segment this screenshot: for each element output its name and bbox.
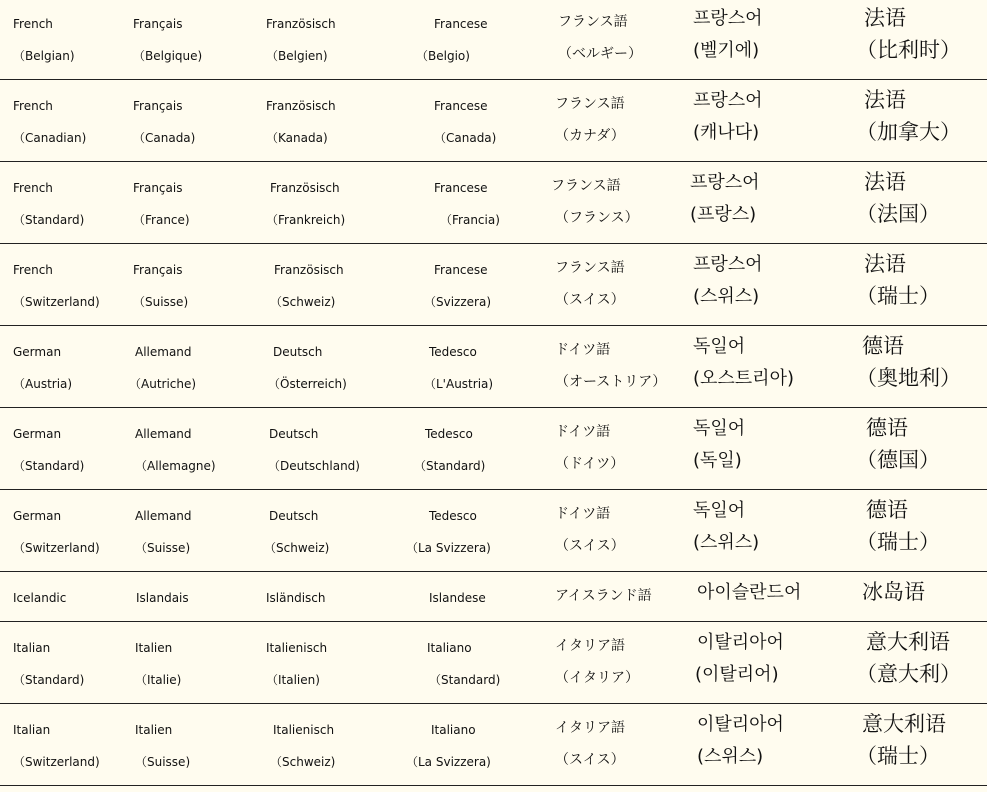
table-row [0, 162, 987, 244]
chinese-name: 德语 [866, 498, 908, 522]
japanese-variant: （スイス） [555, 292, 625, 308]
korean-variant: (오스트리아) [693, 368, 794, 389]
chinese-variant: （瑞士） [856, 530, 940, 554]
italian-name: Francese [434, 99, 488, 113]
japanese-name: フランス語 [551, 178, 621, 194]
italian-variant: （Svizzera) [424, 295, 492, 309]
french-variant: （Italie) [135, 673, 182, 687]
chinese-variant: （瑞士） [856, 744, 940, 768]
japanese-variant: （カナダ） [555, 128, 625, 144]
italian-name: Francese [434, 17, 488, 31]
english-name: German [13, 509, 62, 523]
italian-variant: （L'Austria) [424, 377, 494, 391]
chinese-name: 意大利语 [862, 712, 946, 736]
japanese-variant: （オーストリア） [555, 374, 667, 390]
korean-name: 프랑스어 [693, 90, 763, 111]
german-variant: （Schweiz) [264, 541, 330, 555]
german-name: Französisch [274, 263, 344, 277]
english-variant: （Standard) [13, 213, 85, 227]
italian-name: Francese [434, 263, 488, 277]
italian-name: Islandese [429, 591, 486, 605]
table-row [0, 80, 987, 162]
italian-name: Tedesco [429, 345, 477, 359]
german-name: Italienisch [266, 641, 328, 655]
table-row [0, 326, 987, 408]
italian-variant: （Standard) [414, 459, 486, 473]
japanese-name: フランス語 [558, 14, 628, 30]
chinese-variant: （奥地利） [856, 366, 961, 390]
italian-variant: （La Svizzera) [406, 755, 491, 769]
english-variant: （Standard) [13, 459, 85, 473]
german-variant: （Belgien) [266, 49, 328, 63]
chinese-variant: （德国） [856, 448, 940, 472]
french-name: Français [133, 263, 183, 277]
german-variant: （Kanada) [266, 131, 328, 145]
english-variant: （Standard) [13, 673, 85, 687]
chinese-variant: （法国） [856, 202, 940, 226]
japanese-name: イタリア語 [555, 638, 625, 654]
korean-variant: (스위스) [693, 286, 760, 307]
english-name: French [13, 17, 53, 31]
french-name: Français [133, 17, 183, 31]
italian-variant: （Francia) [440, 213, 500, 227]
english-name: German [13, 427, 62, 441]
french-name: Islandais [136, 591, 189, 605]
french-name: Français [133, 99, 183, 113]
english-variant: （Belgian) [13, 49, 75, 63]
korean-variant: (캐나다) [693, 122, 760, 143]
korean-name: 독일어 [693, 336, 746, 357]
japanese-variant: （フランス） [555, 210, 639, 226]
korean-variant: (프랑스) [690, 204, 757, 225]
korean-variant: (스위스) [697, 746, 764, 767]
english-variant: （Canadian) [13, 131, 87, 145]
german-name: Französisch [266, 99, 336, 113]
french-name: Allemand [135, 509, 192, 523]
chinese-name: 法语 [864, 252, 906, 276]
korean-name: 이탈리아어 [697, 714, 784, 735]
korean-name: 아이슬란드어 [697, 582, 802, 603]
english-name: German [13, 345, 62, 359]
table-row [0, 408, 987, 490]
korean-name: 프랑스어 [693, 254, 763, 275]
german-name: Deutsch [269, 509, 319, 523]
german-name: Deutsch [269, 427, 319, 441]
japanese-variant: （イタリア） [555, 670, 639, 686]
chinese-name: 德语 [862, 334, 904, 358]
chinese-name: 冰岛语 [862, 580, 925, 604]
french-name: Italien [135, 641, 173, 655]
korean-variant: (벨기에) [693, 40, 760, 61]
korean-name: 독일어 [693, 418, 746, 439]
german-variant: （Österreich) [268, 377, 347, 391]
korean-name: 프랑스어 [693, 8, 763, 29]
german-name: Französisch [270, 181, 340, 195]
italian-variant: （Standard) [429, 673, 501, 687]
korean-name: 프랑스어 [690, 172, 760, 193]
japanese-name: ドイツ語 [555, 424, 611, 440]
french-variant: （France) [133, 213, 190, 227]
japanese-name: ドイツ語 [555, 506, 611, 522]
italian-name: Tedesco [425, 427, 473, 441]
chinese-variant: （加拿大） [856, 120, 961, 144]
french-name: Italien [135, 723, 173, 737]
table-row [0, 0, 987, 80]
chinese-name: 法语 [864, 6, 906, 30]
table-row [0, 244, 987, 326]
table-row [0, 622, 987, 704]
chinese-variant: （意大利） [856, 662, 961, 686]
english-name: Italian [13, 641, 51, 655]
french-variant: （Suisse) [133, 295, 189, 309]
japanese-variant: （ドイツ） [555, 456, 625, 472]
japanese-name: フランス語 [555, 96, 625, 112]
french-variant: （Suisse) [135, 541, 191, 555]
japanese-variant: （スイス） [555, 752, 625, 768]
english-name: Icelandic [13, 591, 67, 605]
german-name: Italienisch [273, 723, 335, 737]
german-variant: （Schweiz) [270, 295, 336, 309]
italian-variant: （Belgio) [416, 49, 470, 63]
chinese-name: 法语 [864, 88, 906, 112]
german-variant: （Deutschland) [268, 459, 360, 473]
italian-name: Italiano [431, 723, 476, 737]
french-name: Français [133, 181, 183, 195]
chinese-variant: （比利时） [856, 38, 961, 62]
table-row [0, 704, 987, 786]
english-variant: （Switzerland) [13, 295, 100, 309]
english-name: French [13, 263, 53, 277]
french-name: Allemand [135, 427, 192, 441]
german-name: Deutsch [273, 345, 323, 359]
japanese-variant: （ベルギー） [558, 46, 642, 62]
french-variant: （Allemagne) [135, 459, 216, 473]
chinese-name: 法语 [864, 170, 906, 194]
korean-name: 이탈리아어 [697, 632, 784, 653]
japanese-name: ドイツ語 [555, 342, 611, 358]
english-variant: （Switzerland) [13, 541, 100, 555]
german-name: Französisch [266, 17, 336, 31]
german-variant: （Schweiz) [270, 755, 336, 769]
italian-name: Francese [434, 181, 488, 195]
chinese-name: 意大利语 [866, 630, 950, 654]
korean-variant: (독일) [693, 450, 742, 471]
chinese-name: 德语 [866, 416, 908, 440]
english-variant: （Austria) [13, 377, 73, 391]
korean-variant: (스위스) [693, 532, 760, 553]
table-row [0, 572, 987, 622]
english-variant: （Switzerland) [13, 755, 100, 769]
korean-name: 독일어 [693, 500, 746, 521]
french-variant: （Canada) [133, 131, 196, 145]
japanese-name: イタリア語 [555, 720, 625, 736]
korean-variant: (이탈리어) [695, 664, 779, 685]
italian-variant: （La Svizzera) [406, 541, 491, 555]
french-variant: （Autriche) [129, 377, 197, 391]
french-variant: （Suisse) [135, 755, 191, 769]
english-name: French [13, 99, 53, 113]
german-variant: （Italien) [266, 673, 320, 687]
english-name: Italian [13, 723, 51, 737]
chinese-variant: （瑞士） [856, 284, 940, 308]
table-row [0, 490, 987, 572]
japanese-name: アイスランド語 [555, 588, 652, 604]
english-name: French [13, 181, 53, 195]
french-variant: （Belgique) [133, 49, 203, 63]
italian-variant: （Canada) [434, 131, 497, 145]
japanese-variant: （スイス） [555, 538, 625, 554]
german-variant: （Frankreich) [266, 213, 346, 227]
italian-name: Italiano [427, 641, 472, 655]
japanese-name: フランス語 [555, 260, 625, 276]
german-name: Isländisch [266, 591, 326, 605]
italian-name: Tedesco [429, 509, 477, 523]
french-name: Allemand [135, 345, 192, 359]
